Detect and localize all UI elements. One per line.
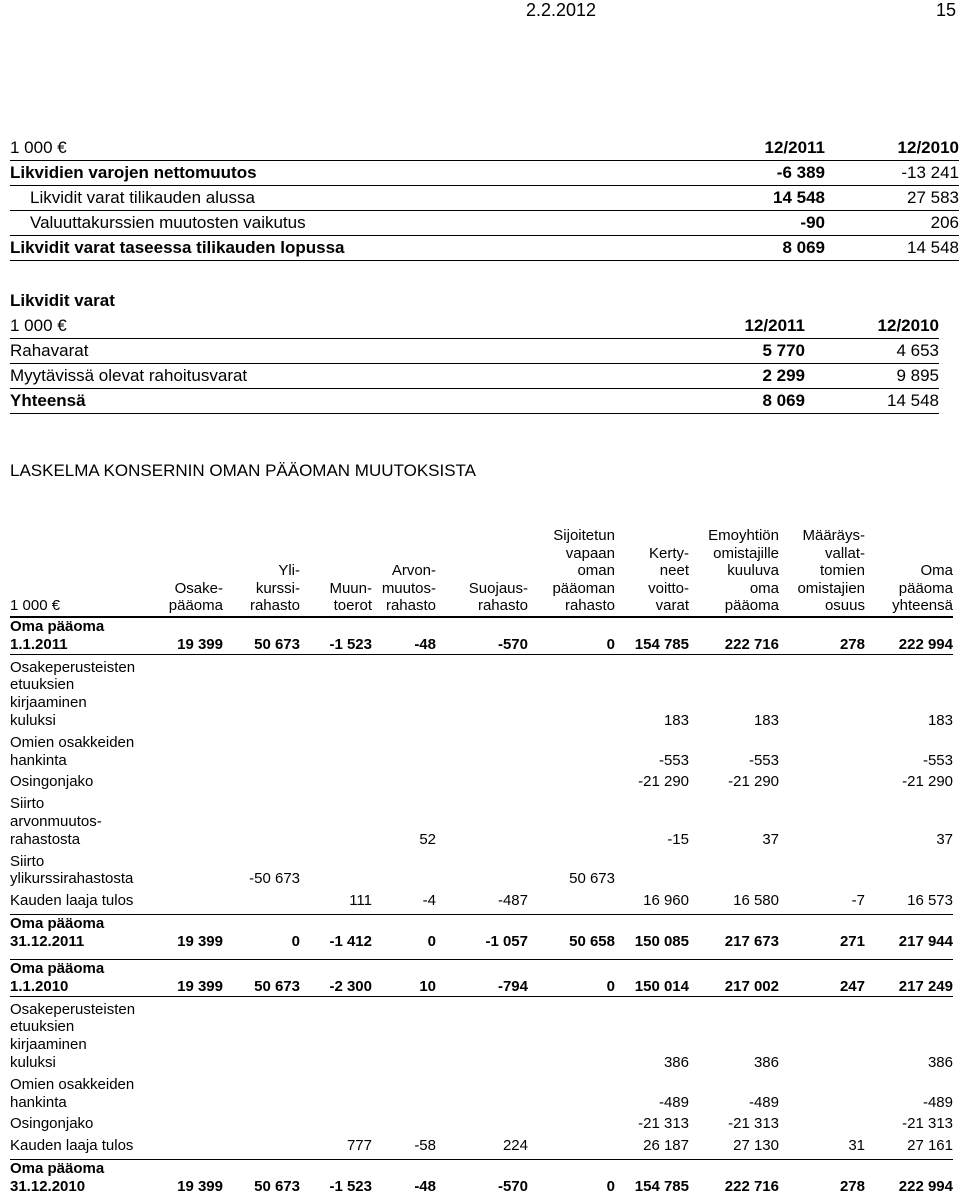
cell-value: 222 994 bbox=[865, 618, 953, 655]
table-row bbox=[10, 1137, 953, 1155]
row-label: Myytävissä olevat rahoitusvarat bbox=[10, 364, 700, 389]
cell-value: -21 313 bbox=[728, 1115, 779, 1133]
cell-value bbox=[300, 1115, 372, 1133]
column-header-line: Arvon- bbox=[391, 562, 436, 580]
cell-value bbox=[689, 853, 779, 889]
liquid-assets-title-row bbox=[10, 288, 939, 314]
table-row bbox=[10, 339, 939, 364]
row-label-line: kirjaaminen bbox=[10, 1036, 87, 1054]
column-header bbox=[436, 527, 528, 616]
row-label-line: kuluksi bbox=[10, 1053, 56, 1071]
column-header-line: kuuluva bbox=[727, 562, 779, 580]
liquid-assets-header-row bbox=[10, 314, 939, 339]
cell-value: 50 673 bbox=[223, 1159, 300, 1195]
cell-value bbox=[300, 1076, 372, 1112]
column-header-line: kurssi- bbox=[255, 579, 300, 597]
column-header bbox=[689, 527, 779, 616]
header-date: 2.2.2012 bbox=[526, 0, 597, 20]
cell-value: 183 bbox=[753, 711, 779, 729]
cell-value: 26 187 bbox=[643, 1137, 689, 1155]
cell-value bbox=[223, 1137, 300, 1155]
column-header-line: osuus bbox=[824, 597, 865, 615]
table-row bbox=[10, 236, 959, 261]
cell-value bbox=[143, 1001, 223, 1072]
cell-value bbox=[779, 734, 865, 770]
cell-value: 183 bbox=[927, 711, 953, 729]
cell-value: -570 bbox=[436, 1159, 528, 1195]
column-header-line: pääoma bbox=[724, 597, 779, 615]
row-label bbox=[10, 773, 143, 791]
row-label-line: Osakeperusteisten bbox=[10, 1000, 136, 1018]
cell-value bbox=[143, 853, 223, 889]
cell-value bbox=[779, 773, 865, 791]
column-header-2011: 12/2011 bbox=[700, 314, 805, 339]
table-row bbox=[10, 161, 959, 186]
row-label: Likvidien varojen nettomuutos bbox=[10, 161, 720, 186]
value-2011: 14 548 bbox=[720, 186, 825, 211]
row-label bbox=[10, 1137, 143, 1155]
row-label bbox=[10, 1159, 143, 1195]
cell-value: -553 bbox=[658, 751, 689, 769]
cell-value: -4 bbox=[422, 892, 436, 910]
cell-value: 217 944 bbox=[865, 914, 953, 950]
equity-table-2011 bbox=[10, 617, 953, 951]
cell-value: -21 313 bbox=[638, 1115, 689, 1133]
equity-header-table bbox=[10, 527, 953, 617]
table-row bbox=[10, 892, 953, 910]
cell-value: -489 bbox=[922, 1093, 953, 1111]
table-row bbox=[10, 1001, 953, 1072]
cell-value: -1 523 bbox=[300, 1159, 372, 1195]
row-label-line: Oma pääoma bbox=[10, 1159, 105, 1177]
cell-value: -48 bbox=[372, 618, 436, 655]
cell-value bbox=[779, 795, 865, 848]
column-header-line: vallat- bbox=[824, 544, 865, 562]
cell-value bbox=[372, 659, 436, 730]
cell-value bbox=[436, 734, 528, 770]
cell-value: 150 085 bbox=[615, 914, 689, 950]
row-label-line: Oma pääoma bbox=[10, 960, 105, 977]
column-header-line: Oma bbox=[920, 562, 953, 580]
cell-value: 222 716 bbox=[689, 1159, 779, 1195]
page-header bbox=[0, 0, 960, 26]
cell-value bbox=[223, 1076, 300, 1112]
column-header-line: rahasto bbox=[249, 597, 300, 615]
table-row bbox=[10, 618, 953, 655]
cell-value: -570 bbox=[436, 618, 528, 655]
table-row bbox=[10, 1076, 953, 1112]
cell-value: 154 785 bbox=[615, 618, 689, 655]
column-header-line: muutos- bbox=[381, 579, 436, 597]
row-label: Yhteensä bbox=[10, 389, 700, 414]
table-row bbox=[10, 795, 953, 848]
cell-value: 50 673 bbox=[223, 618, 300, 655]
column-header bbox=[528, 527, 615, 616]
column-header-line: pääoma bbox=[898, 579, 953, 597]
column-header bbox=[615, 527, 689, 616]
cell-value: -7 bbox=[851, 892, 865, 910]
column-header-line: neet bbox=[659, 562, 689, 580]
cell-value bbox=[143, 1137, 223, 1155]
cell-value: 111 bbox=[349, 892, 372, 910]
row-label-line: 31.12.2010 bbox=[10, 1177, 86, 1195]
cell-value: 0 bbox=[372, 914, 436, 950]
column-header-line: rahasto bbox=[477, 597, 528, 615]
cell-value: 0 bbox=[528, 960, 615, 997]
cell-value: 224 bbox=[502, 1137, 528, 1155]
unit-label: 1 000 € bbox=[10, 314, 700, 339]
cell-value: 222 994 bbox=[865, 1159, 953, 1195]
cell-value bbox=[528, 1137, 615, 1155]
column-header bbox=[372, 527, 436, 616]
cell-value bbox=[528, 1001, 615, 1072]
row-label-line: Siirto bbox=[10, 795, 45, 813]
cell-value: -15 bbox=[667, 830, 689, 848]
cell-value bbox=[143, 1076, 223, 1112]
cell-value: 50 658 bbox=[528, 914, 615, 950]
cell-value: 27 161 bbox=[907, 1137, 953, 1155]
table-row bbox=[10, 853, 953, 889]
table-row bbox=[10, 211, 959, 236]
cell-value bbox=[528, 1076, 615, 1112]
table-row bbox=[10, 1115, 953, 1133]
row-label-line: etuuksien bbox=[10, 676, 75, 694]
row-label-line: arvonmuutos- bbox=[10, 812, 102, 830]
column-header-line: Suojaus- bbox=[468, 579, 528, 597]
column-header-line: pääoman bbox=[552, 579, 615, 597]
cell-value bbox=[372, 1076, 436, 1112]
column-header-line: omistajille bbox=[713, 544, 779, 562]
cell-value bbox=[779, 853, 865, 889]
cell-value: 217 249 bbox=[865, 960, 953, 997]
cell-value bbox=[143, 773, 223, 791]
cell-value: 386 bbox=[753, 1053, 779, 1071]
row-label-line: 1.1.2011 bbox=[10, 635, 68, 653]
column-header-line: Kerty- bbox=[648, 544, 689, 562]
cell-value: -553 bbox=[748, 751, 779, 769]
cell-value bbox=[372, 773, 436, 791]
cell-value bbox=[779, 1115, 865, 1133]
cell-value: 150 014 bbox=[615, 960, 689, 997]
cash-flow-table bbox=[10, 136, 959, 261]
column-header-line: toerot bbox=[333, 597, 372, 615]
row-label: Likvidit varat tilikauden alussa bbox=[10, 186, 720, 211]
table-row bbox=[10, 389, 939, 414]
value-2011: 2 299 bbox=[700, 364, 805, 389]
cell-value: -2 300 bbox=[300, 960, 372, 997]
cell-value bbox=[300, 795, 372, 848]
cell-value: 217 002 bbox=[689, 960, 779, 997]
value-2011: -90 bbox=[720, 211, 825, 236]
column-header-line: Sijoitetun bbox=[553, 527, 615, 544]
cell-value: 52 bbox=[419, 830, 436, 848]
cell-value: 19 399 bbox=[143, 960, 223, 997]
cell-value bbox=[223, 795, 300, 848]
cell-value bbox=[223, 1001, 300, 1072]
row-label-line: Omien osakkeiden bbox=[10, 1075, 135, 1093]
column-header-line: pääoma bbox=[168, 597, 223, 615]
column-header-line: Emoyhtiön bbox=[708, 527, 779, 544]
cell-value bbox=[528, 795, 615, 848]
equity-column-headers bbox=[10, 527, 953, 616]
value-2010: -13 241 bbox=[825, 161, 959, 186]
row-label-line: hankinta bbox=[10, 751, 67, 769]
column-header-line: Yli- bbox=[278, 562, 300, 580]
row-label-line: rahastosta bbox=[10, 830, 81, 848]
cell-value bbox=[223, 659, 300, 730]
column-header-2010: 12/2010 bbox=[805, 314, 939, 339]
table-row bbox=[10, 1159, 953, 1195]
column-header bbox=[143, 527, 223, 616]
cell-value: 271 bbox=[779, 914, 865, 950]
cell-value: -489 bbox=[658, 1093, 689, 1111]
cell-value: 19 399 bbox=[143, 618, 223, 655]
table-row bbox=[10, 914, 953, 950]
column-header-line: voitto- bbox=[648, 579, 689, 597]
cell-value: 16 960 bbox=[643, 892, 689, 910]
row-label-line: hankinta bbox=[10, 1093, 67, 1111]
cell-value: -50 673 bbox=[249, 870, 300, 888]
column-header bbox=[865, 527, 953, 616]
value-2010: 27 583 bbox=[825, 186, 959, 211]
cell-value: 0 bbox=[223, 914, 300, 950]
cell-value bbox=[143, 659, 223, 730]
table-row bbox=[10, 734, 953, 770]
cell-value bbox=[615, 853, 689, 889]
cell-value bbox=[779, 659, 865, 730]
cell-value bbox=[436, 853, 528, 889]
column-header bbox=[779, 527, 865, 616]
unit-label: 1 000 € bbox=[10, 527, 143, 616]
cell-value: 278 bbox=[779, 1159, 865, 1195]
cell-value: -1 523 bbox=[300, 618, 372, 655]
column-header-line: rahasto bbox=[564, 597, 615, 615]
column-header-line: Osake- bbox=[174, 579, 223, 597]
cell-value bbox=[528, 892, 615, 910]
row-label bbox=[10, 914, 143, 950]
cell-value bbox=[436, 1115, 528, 1133]
cell-value: 50 673 bbox=[569, 870, 615, 888]
column-header-line: varat bbox=[655, 597, 689, 615]
row-label-line: Oma pääoma bbox=[10, 914, 105, 932]
row-label bbox=[10, 853, 143, 889]
cell-value: 10 bbox=[372, 960, 436, 997]
table-row bbox=[10, 186, 959, 211]
cell-value: -553 bbox=[922, 751, 953, 769]
cell-value bbox=[223, 773, 300, 791]
column-header-line: Muun- bbox=[329, 579, 372, 597]
cell-value bbox=[300, 773, 372, 791]
cell-value bbox=[300, 1001, 372, 1072]
row-label-line: Omien osakkeiden bbox=[10, 733, 135, 751]
cell-value: -21 290 bbox=[902, 773, 953, 791]
row-label bbox=[10, 892, 143, 910]
equity-table-2010 bbox=[10, 959, 953, 1196]
cell-value bbox=[300, 734, 372, 770]
row-label: Likvidit varat taseessa tilikauden lopussa bbox=[10, 236, 720, 261]
value-2011: 8 069 bbox=[720, 236, 825, 261]
table-row bbox=[10, 364, 939, 389]
cell-value: -1 057 bbox=[436, 914, 528, 950]
cell-value: 31 bbox=[848, 1137, 865, 1155]
row-label-line: Osingonjako bbox=[10, 773, 94, 791]
value-2010: 206 bbox=[825, 211, 959, 236]
cell-value: 0 bbox=[528, 1159, 615, 1195]
equity-section-title: LASKELMA KONSERNIN OMAN PÄÄOMAN MUUTOKSISTA bbox=[10, 461, 477, 480]
cell-value: 247 bbox=[779, 960, 865, 997]
cell-value bbox=[372, 1001, 436, 1072]
cell-value: 154 785 bbox=[615, 1159, 689, 1195]
cell-value: 386 bbox=[663, 1053, 689, 1071]
cell-value bbox=[436, 659, 528, 730]
value-2011: -6 389 bbox=[720, 161, 825, 186]
cell-value bbox=[223, 892, 300, 910]
cash-flow-header-row bbox=[10, 136, 959, 161]
cell-value bbox=[223, 734, 300, 770]
row-label-line: Kauden laaja tulos bbox=[10, 892, 134, 910]
value-2011: 5 770 bbox=[700, 339, 805, 364]
cell-value: 27 130 bbox=[733, 1137, 779, 1155]
row-label-line: etuuksien bbox=[10, 1018, 75, 1036]
column-header-line: oman bbox=[577, 562, 615, 580]
row-label: Valuuttakurssien muutosten vaikutus bbox=[10, 211, 720, 236]
cell-value bbox=[528, 734, 615, 770]
row-label bbox=[10, 960, 143, 997]
row-label bbox=[10, 1076, 143, 1112]
column-header-line: yhteensä bbox=[892, 597, 953, 615]
cell-value bbox=[300, 659, 372, 730]
column-header-line: rahasto bbox=[385, 597, 436, 615]
cell-value: 183 bbox=[663, 711, 689, 729]
value-2010: 14 548 bbox=[825, 236, 959, 261]
cell-value bbox=[779, 1076, 865, 1112]
cell-value bbox=[143, 795, 223, 848]
column-header bbox=[223, 527, 300, 616]
cell-value: 222 716 bbox=[689, 618, 779, 655]
row-label bbox=[10, 618, 143, 655]
row-label-line: kuluksi bbox=[10, 711, 56, 729]
row-label-line: 31.12.2011 bbox=[10, 932, 85, 950]
cell-value bbox=[779, 1001, 865, 1072]
column-header-2011: 12/2011 bbox=[720, 136, 825, 161]
row-label-line: 1.1.2010 bbox=[10, 977, 69, 995]
liquid-assets-table bbox=[10, 288, 939, 414]
cell-value bbox=[436, 795, 528, 848]
value-2010: 14 548 bbox=[805, 389, 939, 414]
table-row bbox=[10, 960, 953, 997]
cell-value: 0 bbox=[528, 618, 615, 655]
cell-value: -21 313 bbox=[902, 1115, 953, 1133]
row-label-line: Osakeperusteisten bbox=[10, 658, 136, 676]
table-row bbox=[10, 659, 953, 730]
value-2010: 4 653 bbox=[805, 339, 939, 364]
cell-value bbox=[436, 773, 528, 791]
value-2011: 8 069 bbox=[700, 389, 805, 414]
cell-value bbox=[528, 773, 615, 791]
cell-value: 37 bbox=[936, 830, 953, 848]
cell-value: 278 bbox=[779, 618, 865, 655]
cell-value: -21 290 bbox=[728, 773, 779, 791]
cell-value: -1 412 bbox=[300, 914, 372, 950]
cell-value: -489 bbox=[748, 1093, 779, 1111]
cell-value bbox=[300, 853, 372, 889]
column-header-line: tomien bbox=[819, 562, 865, 580]
cell-value: -487 bbox=[497, 892, 528, 910]
cell-value bbox=[143, 1115, 223, 1133]
cell-value bbox=[143, 734, 223, 770]
row-label-line: kirjaaminen bbox=[10, 694, 87, 712]
page-number: 15 bbox=[936, 0, 957, 20]
cell-value bbox=[223, 1115, 300, 1133]
cell-value bbox=[372, 853, 436, 889]
row-label-line: Osingonjako bbox=[10, 1115, 94, 1133]
row-label-line: ylikurssirahastosta bbox=[10, 870, 134, 888]
cell-value bbox=[372, 1115, 436, 1133]
cell-value: 37 bbox=[762, 830, 779, 848]
cell-value bbox=[528, 1115, 615, 1133]
row-label-line: Kauden laaja tulos bbox=[10, 1137, 134, 1155]
cell-value: -48 bbox=[372, 1159, 436, 1195]
cell-value: -58 bbox=[414, 1137, 436, 1155]
column-header-line: oma bbox=[749, 579, 779, 597]
column-header-line: omistajien bbox=[797, 579, 865, 597]
cell-value bbox=[372, 734, 436, 770]
row-label-line: Oma pääoma bbox=[10, 618, 105, 635]
row-label-line: Siirto bbox=[10, 852, 45, 870]
row-label: Rahavarat bbox=[10, 339, 700, 364]
cell-value: -794 bbox=[436, 960, 528, 997]
unit-label: 1 000 € bbox=[10, 136, 720, 161]
section-title: Likvidit varat bbox=[10, 291, 115, 310]
cell-value bbox=[528, 659, 615, 730]
cell-value bbox=[436, 1076, 528, 1112]
cell-value: 19 399 bbox=[143, 914, 223, 950]
row-label bbox=[10, 1115, 143, 1133]
row-label bbox=[10, 734, 143, 770]
value-2010: 9 895 bbox=[805, 364, 939, 389]
cell-value: 16 580 bbox=[733, 892, 779, 910]
row-label bbox=[10, 795, 143, 848]
cell-value: 217 673 bbox=[689, 914, 779, 950]
cell-value: 50 673 bbox=[223, 960, 300, 997]
cell-value bbox=[865, 853, 953, 889]
cell-value: 386 bbox=[927, 1053, 953, 1071]
column-header bbox=[300, 527, 372, 616]
column-header-2010: 12/2010 bbox=[825, 136, 959, 161]
cell-value bbox=[436, 1001, 528, 1072]
table-row bbox=[10, 773, 953, 791]
cell-value: 19 399 bbox=[143, 1159, 223, 1195]
cell-value bbox=[143, 892, 223, 910]
row-label bbox=[10, 1001, 143, 1072]
cell-value: 16 573 bbox=[907, 892, 953, 910]
cell-value: 777 bbox=[346, 1137, 372, 1155]
column-header-line: vapaan bbox=[565, 544, 615, 562]
column-header-line: Määräys- bbox=[802, 527, 865, 544]
row-label bbox=[10, 659, 143, 730]
cell-value: -21 290 bbox=[638, 773, 689, 791]
